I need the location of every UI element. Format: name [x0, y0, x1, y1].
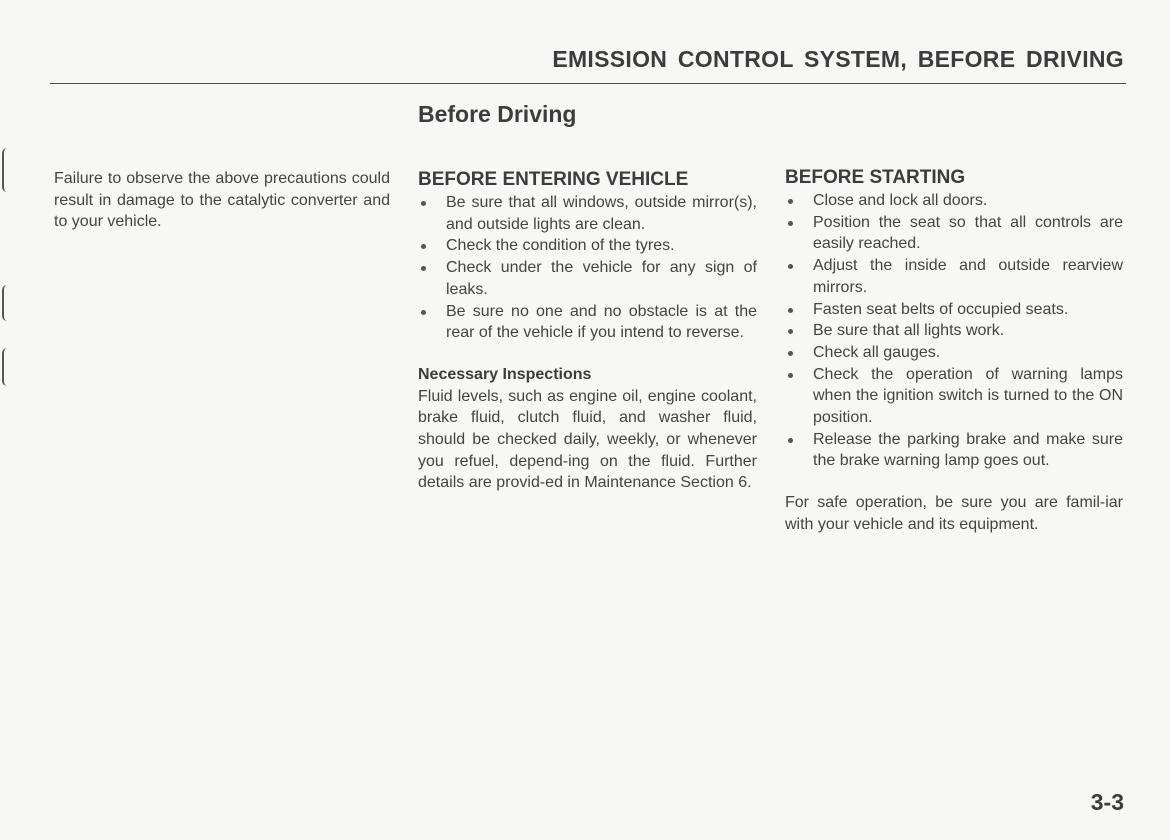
- before-entering-heading: BEFORE ENTERING VEHICLE: [418, 169, 689, 190]
- before-entering-list: [418, 192, 757, 344]
- before-starting-list: [785, 190, 1123, 472]
- list-item: Close and lock all doors.: [785, 190, 1123, 212]
- list-item: Release the parking brake and make sure the brake warning lamp goes out.: [785, 429, 1123, 472]
- binding-mark: [2, 148, 12, 192]
- right-column: [785, 166, 1123, 536]
- left-column: [54, 168, 390, 233]
- list-item: Check the operation of warning lamps when the ignition switch is turned to the ON position.: [785, 364, 1123, 429]
- list-item: Position the seat so that all controls are easily reached.: [785, 212, 1123, 255]
- binding-mark: [2, 285, 12, 321]
- page-header-title: EMISSION CONTROL SYSTEM, BEFORE DRIVING: [552, 46, 1124, 72]
- bullet-icon: [788, 329, 793, 334]
- section-title: Before Driving: [418, 101, 577, 127]
- list-item: Check the condition of the tyres.: [418, 235, 757, 257]
- bullet-icon: [421, 201, 426, 206]
- bullet-icon: [788, 221, 793, 226]
- bullet-icon: [788, 438, 793, 443]
- list-item: Be sure that all windows, outside mirror(s), and outside lights are clean.: [418, 192, 757, 235]
- bullet-icon: [421, 310, 426, 315]
- bullet-icon: [788, 373, 793, 378]
- list-item: Be sure no one and no obstacle is at the rear of the vehicle if you intend to reverse.: [418, 301, 757, 344]
- middle-column: [418, 168, 757, 494]
- list-item: Check all gauges.: [785, 342, 1123, 364]
- bullet-icon: [788, 351, 793, 356]
- bullet-icon: [788, 264, 793, 269]
- list-item: Fasten seat belts of occupied seats.: [785, 299, 1123, 321]
- bullet-icon: [421, 266, 426, 271]
- before-starting-heading: BEFORE STARTING: [785, 167, 966, 188]
- necessary-inspections-heading: Necessary Inspections: [418, 365, 592, 383]
- list-item: Be sure that all lights work.: [785, 320, 1123, 342]
- list-item: Check under the vehicle for any sign of leaks.: [418, 257, 757, 300]
- inspections-paragraph: Fluid levels, such as engine oil, engine coolant, brake fluid, clutch fluid, and washer fluid, should be checked daily, weekly, or whenever you refuel, depend-ing on the fluid. Further details are provid-ed in Maintenance Section 6.: [418, 387, 757, 492]
- list-item: Adjust the inside and outside rearview mirrors.: [785, 255, 1123, 298]
- binding-mark: [2, 348, 12, 386]
- bullet-icon: [788, 199, 793, 204]
- bullet-icon: [421, 244, 426, 249]
- bullet-icon: [788, 308, 793, 313]
- safe-operation-paragraph: For safe operation, be sure you are famil-iar with your vehicle and its equipment.: [785, 494, 1123, 533]
- page-number: 3-3: [1090, 789, 1124, 815]
- precaution-text: Failure to observe the above precautions could result in damage to the catalytic converter and to your vehicle.: [54, 170, 390, 231]
- header-divider: [50, 83, 1126, 84]
